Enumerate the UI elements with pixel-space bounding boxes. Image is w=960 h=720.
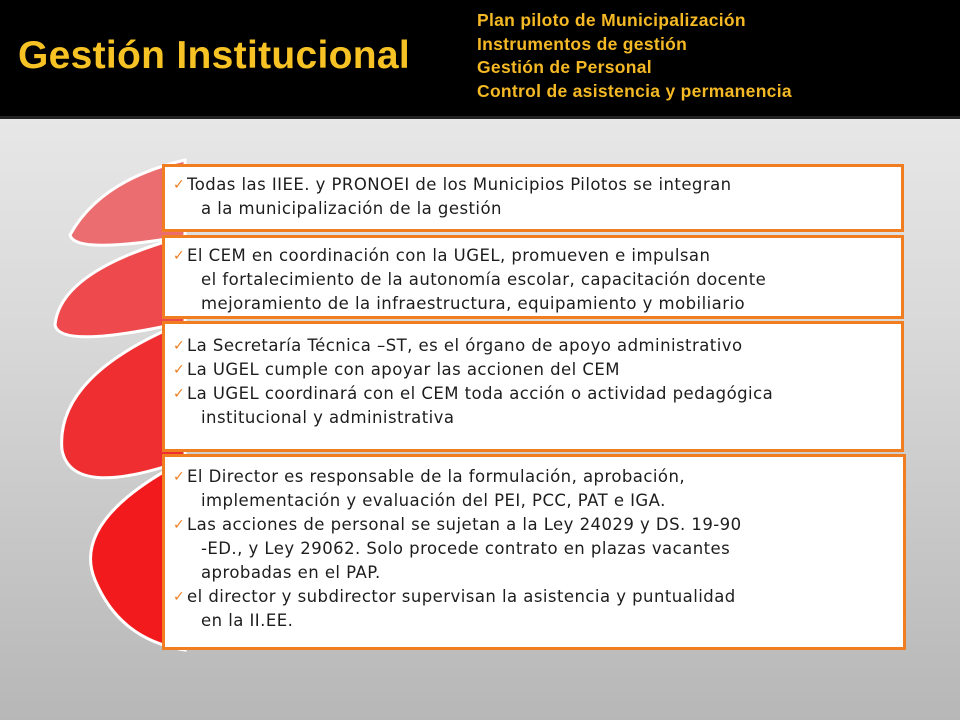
bullet-continuation: implementación y evaluación del PEI, PCC, PAT e IGA. — [201, 491, 666, 510]
bullet-continuation: mejoramiento de la infraestructura, equipamiento y mobiliario — [201, 294, 746, 313]
check-icon: ✓ — [173, 469, 186, 485]
check-icon: ✓ — [173, 248, 186, 264]
bullet-item — [173, 334, 895, 358]
check-icon: ✓ — [173, 177, 186, 193]
bullet-continuation: en la II.EE. — [201, 611, 294, 630]
check-icon: ✓ — [173, 338, 186, 354]
bullet-item — [173, 465, 897, 513]
topic-item: Gestión de Personal — [477, 57, 652, 77]
info-box-1 — [162, 164, 904, 232]
page-title: Gestión Institucional — [18, 34, 410, 77]
topic-item: Control de asistencia y permanencia — [477, 80, 792, 101]
bullet-continuation: institucional y administrativa — [201, 408, 455, 427]
info-box-4 — [162, 454, 906, 650]
bullet-item — [173, 244, 895, 316]
check-icon: ✓ — [173, 362, 186, 378]
bullet-continuation: a la municipalización de la gestión — [201, 199, 502, 218]
bullet-item — [173, 358, 895, 382]
bullet-text: La Secretaría Técnica –ST, es el órgano de apoyo administrativo — [187, 336, 743, 355]
bullet-text: El CEM en coordinación con la UGEL, promueven e impulsan — [187, 246, 711, 265]
topic-item: Instrumentos de gestión — [477, 33, 688, 54]
info-box-2 — [162, 235, 904, 319]
topic-item: Plan piloto de Municipalización — [477, 10, 746, 30]
bullet-item — [173, 173, 895, 221]
bullet-text: El Director es responsable de la formulación, aprobación, — [187, 467, 686, 486]
check-icon: ✓ — [173, 517, 186, 533]
bullet-text: Las acciones de personal se sujetan a la Ley 24029 y DS. 19-90 — [187, 515, 742, 534]
bullet-item — [173, 513, 897, 585]
bullet-item — [173, 585, 897, 633]
check-icon: ✓ — [173, 589, 186, 605]
bullet-text: el director y subdirector supervisan la asistencia y puntualidad — [187, 587, 736, 606]
check-icon: ✓ — [173, 386, 186, 402]
bullet-continuation: aprobadas en el PAP. — [201, 563, 381, 582]
bullet-text: Todas las IIEE. y PRONOEI de los Municipios Pilotos se integran — [187, 175, 732, 194]
bullet-text: La UGEL coordinará con el CEM toda acción o actividad pedagógica — [187, 384, 774, 403]
bullet-text: La UGEL cumple con apoyar las accionen del CEM — [187, 360, 620, 379]
info-box-3 — [162, 321, 904, 452]
bullet-item — [173, 382, 895, 430]
bullet-continuation: -ED., y Ley 29062. Solo procede contrato en plazas vacantes — [201, 539, 731, 558]
bullet-continuation: el fortalecimiento de la autonomía escolar, capacitación docente — [201, 270, 767, 289]
